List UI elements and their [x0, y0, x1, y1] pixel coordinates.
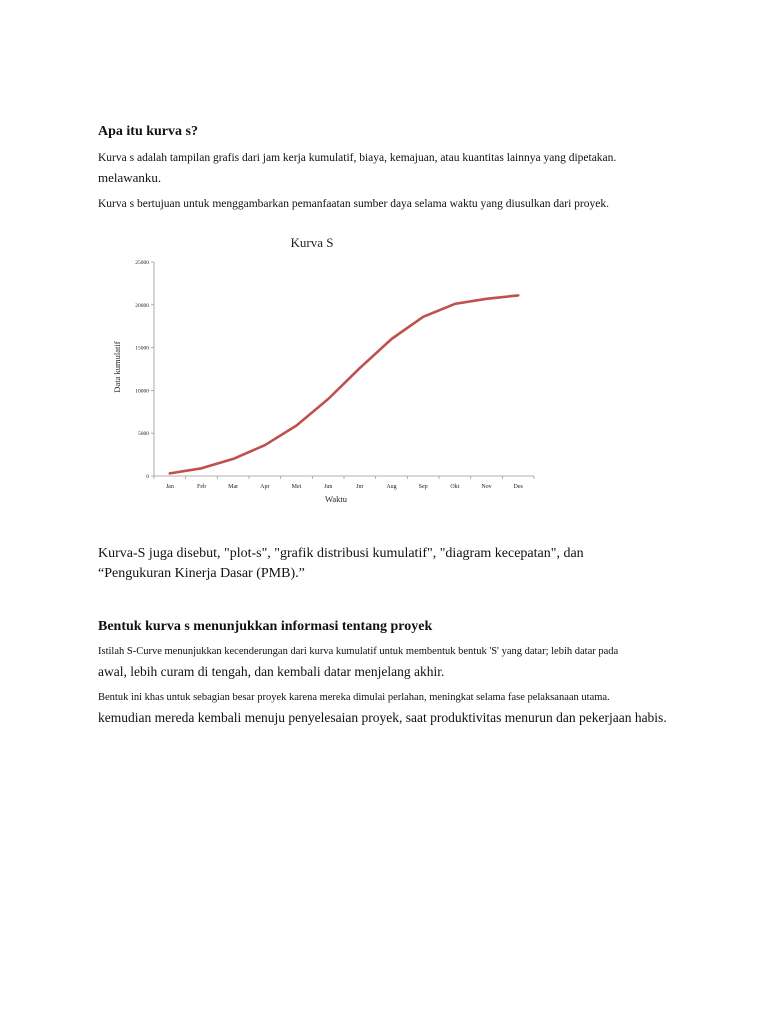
chart-x-tick-label: Feb	[197, 484, 206, 490]
chart-y-ticks	[135, 260, 154, 480]
s-curve-chart-svg	[98, 225, 538, 515]
chart-y-tick-label: 0	[146, 474, 149, 480]
paragraph-aliases-line1: Kurva-S juga disebut, "plot-s", "grafik distribusi kumulatif", "diagram kecepatan", dan	[98, 546, 584, 561]
chart-y-axis-label: Data kumulatif	[112, 341, 122, 393]
chart-x-tick-label: Des	[513, 484, 523, 490]
section-heading-what-is-s-curve: Apa itu kurva s?	[98, 124, 198, 139]
chart-x-tick-label: Apr	[260, 484, 270, 490]
paragraph-definition-line1: Kurva s adalah tampilan grafis dari jam kerja kumulatif, biaya, kemajuan, atau kuantitas lainnya yang dipetakan.	[98, 152, 617, 164]
paragraph-shape-line2: awal, lebih curam di tengah, dan kembali datar menjelang akhir.	[98, 664, 445, 679]
chart-title: Kurva S	[290, 235, 334, 250]
chart-axes	[154, 262, 534, 476]
chart-x-tick-label: Okt	[450, 484, 460, 490]
section-heading-s-curve-shape: Bentuk kurva s menunjukkan informasi tentang proyek	[98, 619, 433, 634]
paragraph-purpose: Kurva s bertujuan untuk menggambarkan pemanfaatan sumber daya selama waktu yang diusulkan dari proyek.	[98, 198, 609, 210]
paragraph-definition-line2: melawanku.	[98, 170, 162, 185]
chart-x-tick-label: Jun	[323, 484, 333, 490]
chart-y-tick-label: 10000	[135, 388, 149, 395]
paragraph-aliases-line2: “Pengukuran Kinerja Dasar (PMB).”	[98, 566, 305, 581]
paragraph-typical-line1: Bentuk ini khas untuk sebagian besar proyek karena mereka dimulai perlahan, meningkat selama fase pelaksanaan utama.	[98, 692, 610, 703]
paragraph-typical-line2: kemudian mereda kembali menuju penyelesaian proyek, saat produktivitas menurun dan pekerjaan habis.	[98, 710, 667, 725]
chart-x-tick-label: Aug	[386, 484, 397, 490]
chart-y-tick-label: 20000	[135, 302, 149, 309]
paragraph-shape-line1: Istilah S-Curve menunjukkan kecenderungan dari kurva kumulatif untuk membentuk bentuk 'S' yang datar; lebih datar pada	[98, 646, 619, 657]
chart-series-line	[170, 295, 518, 473]
chart-x-tick-label: Jan	[165, 484, 174, 490]
chart-x-tick-label: Mei	[291, 484, 302, 490]
chart-x-tick-label: Sep	[418, 484, 428, 490]
chart-y-tick-label: 15000	[135, 345, 149, 352]
chart-x-axis-label: Waktu	[325, 494, 347, 504]
chart-x-tick-label: Nov	[481, 484, 492, 490]
chart-x-ticks	[154, 476, 534, 490]
chart-x-tick-label: Jnr	[356, 484, 364, 490]
chart-y-tick-label: 5000	[138, 431, 149, 438]
chart-y-tick-label: 25000	[135, 260, 149, 266]
s-curve-chart	[98, 225, 538, 515]
chart-series	[170, 295, 518, 473]
chart-x-tick-label: Mar	[228, 484, 239, 490]
